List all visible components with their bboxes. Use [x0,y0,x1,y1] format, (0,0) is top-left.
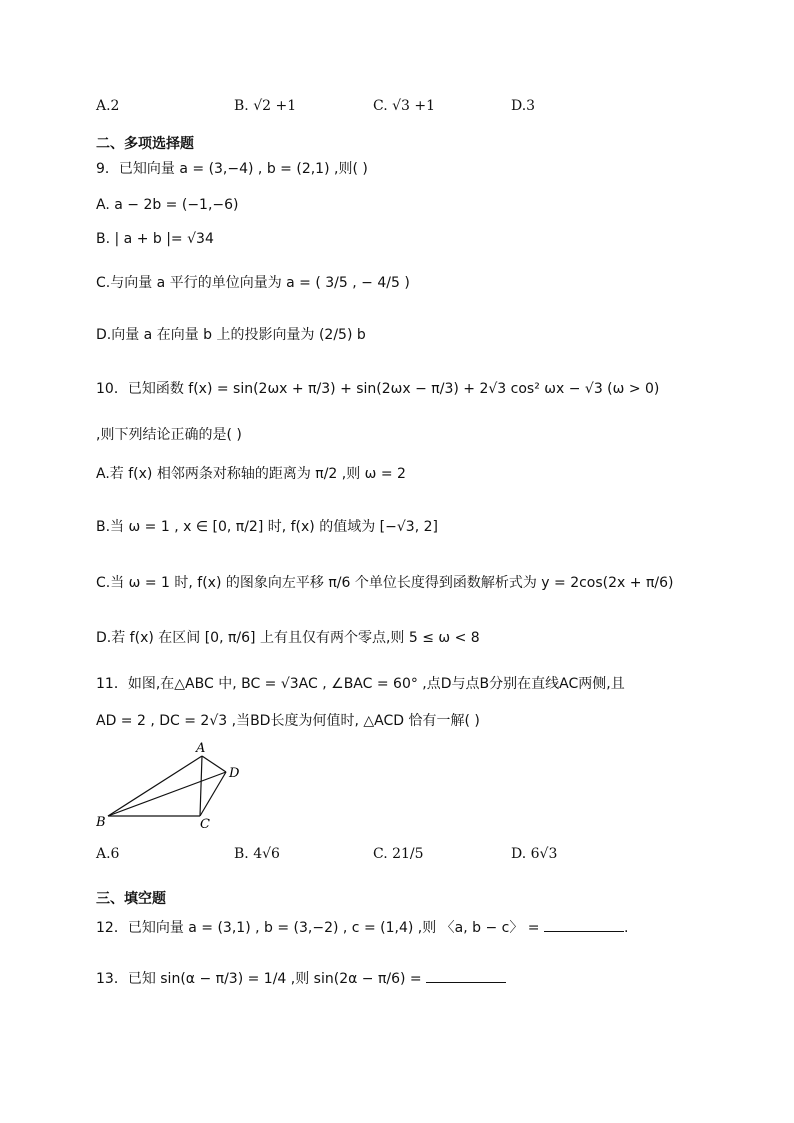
q11-option-d: D. 6√3 [511,846,558,862]
q13-stem [96,968,506,989]
segment-cd [200,772,226,816]
segment-ac [200,756,202,816]
q11-option-c: C. 21/5 [373,846,424,862]
q12-text: 12．已知向量 a = (3,1) , b = (3,−2) , c = (1,4) ,则 〈a, b − c〉 = [96,920,540,936]
label-c: C [200,817,210,830]
q11-option-b: B. 4√6 [234,846,280,862]
q9-stem: 9．已知向量 a = (3,−4) , b = (2,1) ,则( ) [96,161,368,177]
q8-option-b: B. √2 +1 [234,98,297,114]
label-b: B [96,815,106,830]
segment-ad [202,756,226,772]
q13-text: 13．已知 sin(α − π/3) = 1/4 ,则 sin(2α − π/6) = [96,971,422,987]
q10-stem-2: ,则下列结论正确的是( ) [96,427,242,443]
q10-option-b: B.当 ω = 1 , x ∈ [0, π/2] 时, f(x) 的值域为 [−√3, 2] [96,519,438,535]
label-a: A [196,741,206,756]
q10-option-a: A.若 f(x) 相邻两条对称轴的距离为 π/2 ,则 ω = 2 [96,466,406,482]
q11-stem-2: AD = 2 , DC = 2√3 ,当BD长度为何值时, △ACD 恰有一解( ) [96,713,480,729]
q9-option-b: B. | a + b |= √34 [96,231,214,247]
q9-option-c: C.与向量 a 平行的单位向量为 a = ( 3/5 , − 4/5 ) [96,275,410,291]
q9-option-a: A. a − 2b = (−1,−6) [96,197,239,213]
q8-option-d: D.3 [511,98,536,114]
q10-option-d: D.若 f(x) 在区间 [0, π/6] 上有且仅有两个零点,则 5 ≤ ω < 8 [96,630,480,646]
triangle-figure [96,740,256,830]
q11-stem: 11．如图,在△ABC 中, BC = √3AC , ∠BAC = 60° ,点D与点B分别在直线AC两侧,且 [96,676,625,692]
label-d: D [229,766,240,781]
q10-option-c: C.当 ω = 1 时, f(x) 的图象向左平移 π/6 个单位长度得到函数解析式为 y = 2cos(2x + π/6) [96,575,674,591]
section2-title: 二、多项选择题 [96,136,194,152]
q12-answer-blank[interactable] [544,917,624,932]
q12-stem: 12．已知向量 a = (3,1) , b = (3,−2) , c = (1,4) ,则 〈a, b − c〉 = . [96,917,628,938]
q10-stem: 10．已知函数 f(x) = sin(2ωx + π/3) + sin(2ωx − π/3) + 2√3 cos² ωx − √3 (ω > 0) [96,381,660,397]
q11-option-a: A.6 [96,846,120,862]
q8-option-a: A.2 [96,98,120,114]
section3-title: 三、填空题 [96,891,166,907]
q9-option-d: D.向量 a 在向量 b 上的投影向量为 (2/5) b [96,327,366,343]
q8-option-c: C. √3 +1 [373,98,436,114]
q13-answer-blank[interactable] [426,968,506,983]
